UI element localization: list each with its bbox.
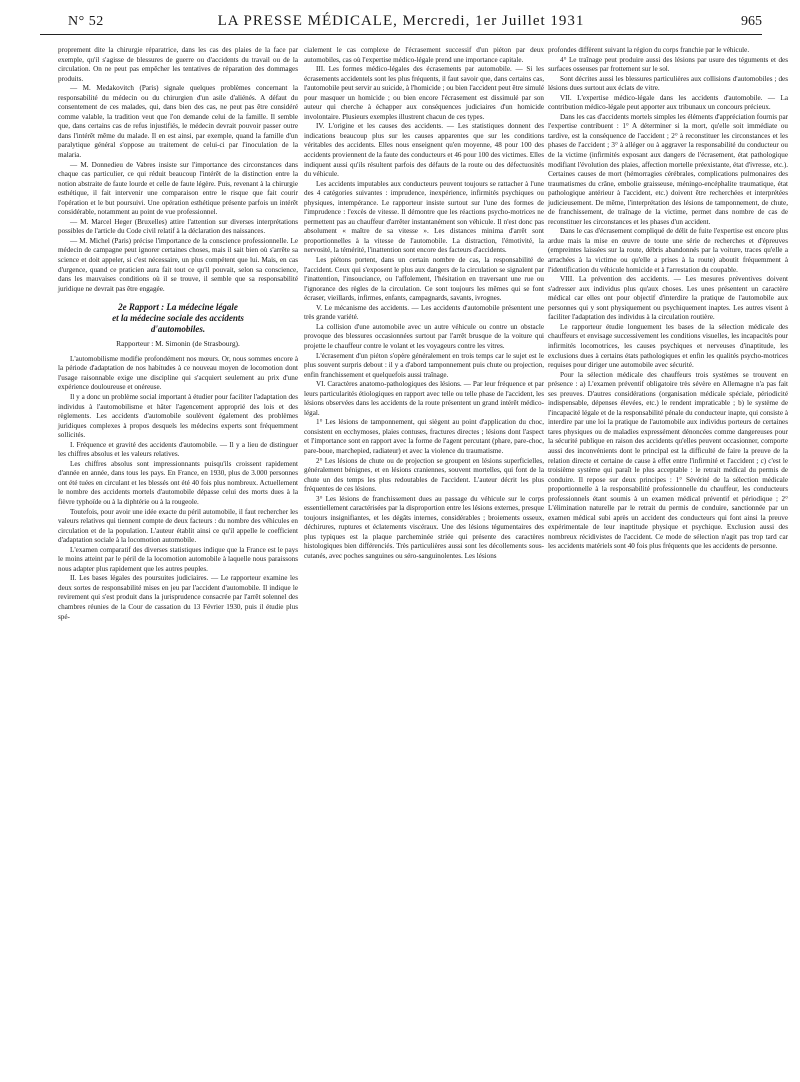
paragraph: 3° Les lésions de franchissement dues au passage du véhicule sur le corps essentiellement caractérisées par la disproportion entre les lésions externes, presque toujours insignifiantes, et les dégâts internes, considérables ; broiements osseux, déchirures, ruptures et éclatements viscéraux. Une des lésions tégumentaires des plus typiques est la plaque parcheminée striée qui présente des caractères histologiques bien différenciés. Très particulières aussi sont les décollements sous-cutanés, avec poches sanguines ou séro-sanguinolentes. Les lésions xyxy=(304,494,544,560)
section-title-line: 2e Rapport : La médecine légale xyxy=(118,302,238,313)
issue-number: N° 52 xyxy=(68,14,104,29)
rapporteur-line: Rapporteur : M. Simonin (de Strasbourg). xyxy=(116,339,240,349)
paragraph: proprement dite la chirurgie réparatrice, dans les cas des plaies de la face par exemple, qu'il s'agisse de blessures de guerre ou d'accidents du travail ou de la circulation. On ne peut pas empêcher les tentatives de réparation des dommages produits. xyxy=(58,46,298,83)
page-header xyxy=(40,6,762,35)
paragraph: Dans le cas d'écrasement compliqué de délit de fuite l'expertise est encore plus ardue mais la mise en œuvre de toute une série de recherches et d'épreuves (empreintes laissées sur la route, débris abandonnés par la voiture, traces qu'elle a arrachées à la victime ou qu'elle a prises à la route) aboutit fréquemment à l'identification du véhicule homicide et à l'arrestation du coupable. xyxy=(548,227,788,274)
paragraph: — M. Marcel Heger (Bruxelles) attire l'attention sur diverses interprétations possibles de l'article du Code civil relatif à la déclaration des naissances. xyxy=(58,217,298,236)
paragraph: — M. Medakovitch (Paris) signale quelques problèmes concernant la responsabilité du médecin ou du chirurgien d'un asile d'aliénés. A défaut du consentement de ces malades, qui, dans bien des cas, ne peut pas être considéré comme valable, la tradition veut que l'on demande celui de la famille. Il semble que, dans certains cas de refus injustifiés, le médecin devrait pouvoir passer outre dans l'intérêt même du malade. Il en est ainsi, par exemple, quand la famille d'un paralytique général s'oppose au traitement de celui-ci par l'inoculation de la malaria. xyxy=(58,84,298,160)
column-3 xyxy=(548,46,788,552)
column-2 xyxy=(304,46,544,562)
paragraph: 2° Les lésions de chute ou de projection se groupent en lésions superficielles, généralement bénignes, et en lésions craniennes, souvent mortelles, qui font de la chute un des temps les plus redoutables de l'accident. L'auteur décrit les plus fréquentes de ces lésions. xyxy=(304,456,544,494)
paragraph: Toutefois, pour avoir une idée exacte du péril automobile, il faut rechercher les valeurs relatives qui tiennent compte de deux facteurs : du nombre des véhicules en circulation et de la population. L'auteur établit ainsi ce qu'il appelle le coefficient d'adaptation sociale à la locomotion automobile. xyxy=(58,507,298,545)
paragraph: III. Les formes médico-légales des écrasements par automobile. — Si les écrasements accidentels sont les plus fréquents, il faut savoir que, dans certains cas, l'automobile peut servir au suicide, à l'homicide ; ou bien l'accident peut être simulé pour masquer un homicide ; ou bien encore l'écrasement est dissimulé par son auteur qui cherche à échapper aux conséquences judiciaires d'un homicide involontaire. Plusieurs exemples illustrent chacun de ces types. xyxy=(304,65,544,121)
paragraph: VIII. La prévention des accidents. — Les mesures préventives doivent s'adresser aux individus plus qu'aux choses. Les unes présentent un caractère médical car elles ont pour objectif d'interdire la pratique de l'automobile aux personnes qui y sont physiquement ou psychiquement inaptes. Les autres visent à faciliter l'adaptation des individus à la circulation routière. xyxy=(548,275,788,322)
section-title xyxy=(58,302,298,335)
page-number: 965 xyxy=(741,14,762,29)
section-title-line: d'automobiles. xyxy=(150,324,206,335)
paragraph: — M. Donnedieu de Vabres insiste sur l'importance des circonstances dans chaque cas particulier, ce qui réduit beaucoup l'intérêt de la distinction entre la notion abstraite de faute lourde et celle de faute légère. Puis, revenant à la chirurgie esthétique, il fait intervenir une comparaison entre le risque que fait courir l'opération et le but poursuivi. Une opération esthétique présente parfois un intérêt considérable, notamment au point de vue professionnel. xyxy=(58,160,298,217)
paragraph: La collision d'une automobile avec un autre véhicule ou contre un obstacle provoque des blessures occasionnées surtout par l'arrêt brusque de la voiture qui projette le chauffeur contre le volant et les voyageurs contre les vitres. xyxy=(304,322,544,350)
paragraph: 1° Les lésions de tamponnement, qui siègent au point d'application du choc, consistent en ecchymoses, plaies contuses, fractures directes ; lésions dont l'aspect et l'importance sont en rapport avec la forme de l'agent percutant (phare, pare-choc, pare-boue, marchepied, radiateur) et avec la violence du traumatisme. xyxy=(304,418,544,455)
paragraph: VII. L'expertise médico-légale dans les accidents d'automobile. — La contribution médico-légale peut apporter aux tribunaux un concours précieux. xyxy=(548,93,788,112)
paragraph: Il y a donc un problème social important à étudier pour faciliter l'adaptation des individus à l'automobilisme et hâter l'agencement approprié des lois et des règlements. Les accidents d'automobile soulèvent également des problèmes juridiques complexes à propos desquels les médecins experts sont fréquemment sollicités. xyxy=(58,392,298,440)
column-1 xyxy=(58,46,298,622)
paragraph: II. Les bases légales des poursuites judiciaires. — Le rapporteur examine les deux sortes de responsabilité mises en jeu par l'accident d'automobile. Il indique le revirement qui s'est produit dans la jurisprudence consacrée par l'arrêt solennel des chambres réunies de la Cour de cassation du 13 Février 1930, puis il étudie plus spé- xyxy=(58,574,298,621)
journal-title: LA PRESSE MÉDICALE, Mercredi, 1er Juillet 1931 xyxy=(217,13,585,29)
paragraph: 4° Le traînage peut produire aussi des lésions par usure des téguments et des surfaces osseuses par frottement sur le sol. xyxy=(548,55,788,74)
paragraph: L'examen comparatif des diverses statistiques indique que la France est le pays le moins atteint par le péril de la locomotion automobile à laquelle nous paraissons nous adapter plus rapidement que les autres peuples. xyxy=(58,545,298,573)
paragraph: Dans les cas d'accidents mortels simples les éléments d'appréciation fournis par l'expertise contribuent : 1° A déterminer si la mort, qu'elle soit immédiate ou tardive, est la conséquence de l'accident ; 2° à reconstituer les circonstances et les phases de l'accident ; 3° à alléger ou à aggraver la responsabilité du conducteur ou de la victime (infirmités exposant aux dangers de l'écrasement, état pathologique modifiant l'évolution des plaies, affection mortelle préexistante, état d'ivresse, etc.). Certaines causes de mort (hémorragies cérébrales, complications pulmonaires des traumatismes du crâne, embolie graisseuse, méningo-encéphalite traumatique, état pathologique antérieur à l'accident, etc.) doivent être recherchées et interprétées judicieusement. De même, l'interprétation des lésions de tamponnement, de chute, de franchissement, de traînage de la victime, permet dans nombre de cas de reconstituer les circonstances et les phases d'un accident. xyxy=(548,112,788,226)
paragraph: L'écrasement d'un piéton s'opère généralement en trois temps car le sujet est le plus souvent surpris debout : il y a d'abord tamponnement puis chute ou projection, enfin franchissement et quelquefois aussi traînage. xyxy=(304,351,544,379)
paragraph: V. Le mécanisme des accidents. — Les accidents d'automobile présentent une très grande variété. xyxy=(304,303,544,322)
paragraph: I. Fréquence et gravité des accidents d'automobile. — Il y a lieu de distinguer les chiffres absolus et les valeurs relatives. xyxy=(58,440,298,459)
paragraph: Le rapporteur étudie longuement les bases de la sélection médicale des chauffeurs et envisage successivement les conditions visuelles, les incapacités pour infirmités locomotrices, les causes psychiques et nerveuses d'inaptitude, les exclusions dues à certains états pathologiques et enfin les qualités psycho-motrices requises pour diriger une automobile avec sécurité. xyxy=(548,322,788,370)
paragraph: VI. Caractères anatomo-pathologiques des lésions. — Par leur fréquence et par leurs particularités étiologiques en rapport avec telle ou telle phase de l'accident, les lésions observées dans les accidents de la route présentent un grand intérêt médico-légal. xyxy=(304,380,544,417)
paragraph: L'automobilisme modifie profondément nos mœurs. Or, nous sommes encore à la période d'adaptation de nos habitudes à ce nouveau moyen de locomotion dont l'usage raisonnable exige une discipline qui s'acquiert seulement au prix d'une expérience douloureuse et onéreuse. xyxy=(58,354,298,392)
paragraph: Pour la sélection médicale des chauffeurs trois systèmes se trouvent en présence : a) L'examen préventif obligatoire très sévère en Allemagne n'a pas fait ses preuves. D'autres considérations (organisation médicale spéciale, périodicité indispensable, dépenses élevées, etc.) le rendent impraticable ; b) le système de l'incapacité légale et de la responsabilité pénale du conducteur inapte, qui consiste à interdire par une loi la pratique de l'automobile aux individus porteurs de certaines tares physiques ou de maladies expressément dénoncées comme dangereuses pour la sécurité publique en raison des accidents qu'elles peuvent occasionner, comporte aussi des inconvénients dont le principal est la difficulté de faire la preuve de la relation directe et certaine de cause à effet entre l'infirmité et l'accident ; c) c'est le troisième système qui paraît le plus acceptable : le retrait médical du permis de conduire. Il repose sur deux principes : 1° Sévérité de la sélection médicale proportionnelle à la responsabilité professionnelle du chauffeur, les conducteurs professionnels étant soumis à un examen médical préventif et périodique ; 2° L'élimination naturelle par le retrait du permis de conduire, sanctionnée par un examen médical subi après un accident des conducteurs qui font ainsi la preuve expérimentale de leur inaptitude physique et psychique. Exclusion aussi des nombreux récidivistes de l'accident. Ce mode de sélection n'agit pas trop tard car les accidents matériels sont 40 fois plus fréquents que les accidents de personne. xyxy=(548,370,788,551)
section-title-line: et la médecine sociale des accidents xyxy=(112,313,244,324)
paragraph: IV. L'origine et les causes des accidents. — Les statistiques donnent des indications beaucoup plus sur les causes apparentes que sur les conditions véritables des accidents. Elles nous enseignent qu'en moyenne, 48 pour 100 des accidents proviennent de la faute des conducteurs et 46 pour 100 des victimes. Elles indiquent aussi qu'ils résultent parfois des défauts de la route ou des défectuosités du véhicule. xyxy=(304,122,544,179)
paragraph: — M. Michel (Paris) précise l'importance de la conscience professionnelle. Le médecin de campagne peut ignorer certaines choses, mais il sait bien où s'arrête sa science et doit appeler, si c'est nécessaire, un plus compétent que lui. Mais, en cas d'urgence, quand ce praticien aura fait tout ce qu'il pouvait, selon sa conscience, dans les mauvaises conditions où il se trouve, il semble que sa responsabilité juridique ne devrait pas être engagée. xyxy=(58,236,298,293)
paragraph: Sont décrites aussi les blessures particulières aux collisions d'automobiles ; des lésions dues surtout aux éclats de vitre. xyxy=(548,74,788,93)
paragraph: profondes diffèrent suivant la région du corps franchie par le véhicule. xyxy=(548,46,750,54)
paragraph: Les chiffres absolus sont impressionnants puisqu'ils croissent rapidement d'année en année, dans tous les pays. En France, en 1930, plus de 3.000 personnes ont été tuées en circulant et les blessés ont été 40 fois plus nombreux. Actuellement le nombre des accidents mortels d'automobile dépasse celui des morts dues à la fièvre typhoïde ou à la diphtérie ou à la rougeole. xyxy=(58,459,298,506)
paragraph: Les accidents imputables aux conducteurs peuvent toujours se rattacher à l'une des 4 catégories suivantes : imprudence, inexpérience, infirmités psychiques ou physiques, intempérance. Le rapporteur insiste surtout sur l'une des formes de l'imprudence : l'excès de vitesse. Il démontre que les réactions psycho-motrices ne permettent pas au chauffeur d'arrêter instantanément son véhicule. Il n'est donc pas absolument « maître de sa vitesse ». Les distances minima d'arrêt sont proportionnelles à la vitesse de l'automobile. La distraction, l'émotivité, la nervosité, la témérité, l'inattention sont encore des facteurs d'accidents. xyxy=(304,179,544,255)
paragraph: cialement le cas complexe de l'écrasement successif d'un piéton par deux automobiles, cas où l'expertise médico-légale prend une importance capitale. xyxy=(304,46,544,64)
paragraph: Les piétons portent, dans un certain nombre de cas, la responsabilité de l'accident. Ceux qui s'exposent le plus aux dangers de la circulation se signalent par l'inattention, l'insouciance, ou l'affolement, l'hésitation en traversant une rue ou l'ignorance des règles de la circulation. Ce sont toujours les mêmes qui se font écraser, vieillards, infirmes, enfants, campagnards, savants, ivrognes. xyxy=(304,256,544,303)
